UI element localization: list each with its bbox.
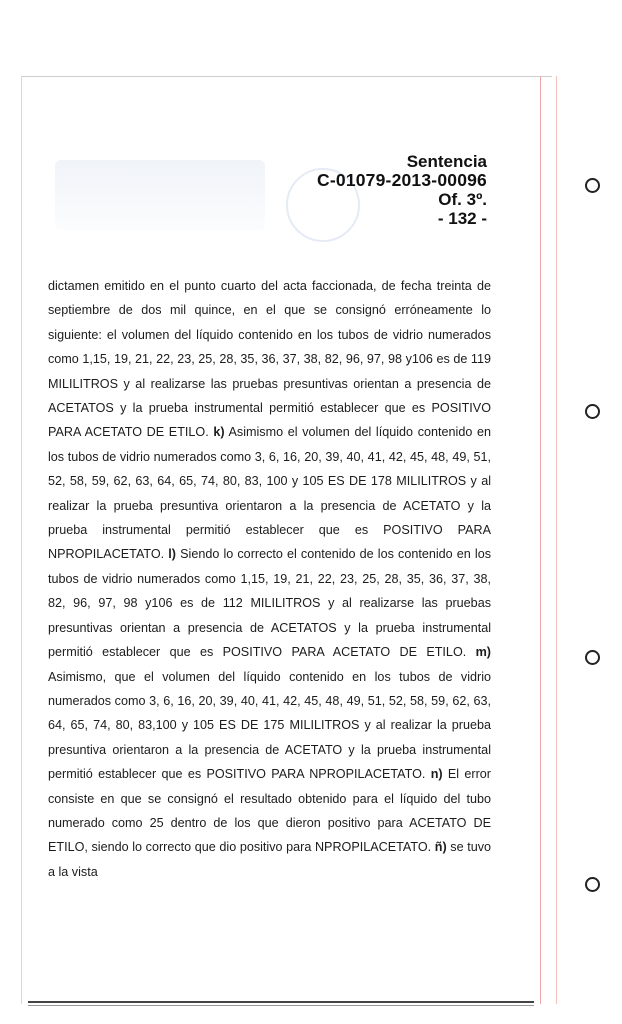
binder-hole-icon — [585, 404, 600, 419]
paper-left-edge — [21, 76, 22, 1004]
list-marker: ñ) — [434, 840, 447, 855]
text-segment: se tuvo a la vista — [48, 840, 491, 879]
binder-hole-icon — [585, 650, 600, 665]
text-segment: Asimismo el volumen del líquido contenido en los tubos de vidrio numerados como 3, 6, 16, 20, 39, 40, 41, 42, 45, 48, 49, 51, 52, 58, 59, 62, 63, 64, 65, 74, 80, 83, 100 y 105 ES DE 178 MILILITROS y al realizar la prueba presuntiva orientaron a la presencia de ACETATO y la prueba instrumental permitió establecer que es POSITIVO PARA NPROPILACETATO. — [48, 425, 491, 562]
document-type: Sentencia — [406, 152, 487, 171]
footer-rule-secondary — [28, 1005, 534, 1006]
binder-hole-icon — [585, 178, 600, 193]
list-marker: k) — [213, 425, 225, 440]
margin-line-secondary — [556, 76, 557, 1004]
body-paragraph — [48, 274, 491, 884]
list-marker: m) — [475, 645, 491, 660]
binder-hole-icon — [585, 877, 600, 892]
text-segment: Siendo lo correcto el contenido de los contenido en los tubos de vidrio numerados como 1,15, 19, 21, 22, 23, 25, 28, 35, 36, 37, 38, 82, 96, 97, 98 y106 es de 112 MILILITROS y al realizarse las pruebas presuntivas orientan a presencia de ACETATOS y la prueba instrumental permitió establecer que es POSITIVO PARA ACETATO DE ETILO. — [48, 547, 491, 660]
document-header — [317, 152, 487, 228]
margin-line — [540, 76, 541, 1004]
list-marker: n) — [430, 767, 443, 782]
footer-rule — [28, 1001, 534, 1003]
text-segment: dictamen emitido en el punto cuarto del acta faccionada, de fecha treinta de septiembre de dos mil quince, en el que se consignó erróneamente lo siguiente: el volumen del líquido contenido en los tubos de vidrio numerados como 1,15, 19, 21, 22, 23, 25, 28, 35, 36, 37, 38, 82, 96, 97, 98 y106 es de 119 MILILITROS y al realizarse las pruebas presuntivas orientan a presencia de ACETATOS y la prueba instrumental permitió establecer que es POSITIVO PARA ACETATO DE ETILO. — [48, 279, 491, 440]
body-text-content — [48, 274, 491, 884]
page-number: - 132 - — [437, 209, 487, 228]
case-number: C-01079-2013-00096 — [317, 170, 487, 190]
list-marker: l) — [168, 547, 176, 562]
office-number: Of. 3º. — [438, 190, 487, 209]
watermark-background — [55, 160, 265, 230]
paper-top-edge — [22, 76, 552, 77]
text-segment: El error consiste en que se consignó el resultado obtenido para el líquido del tubo numerado como 25 dentro de los que dieron positivo para ACETATO DE ETILO, siendo lo correcto que dio positivo para NPROPILACETATO. — [48, 767, 492, 855]
text-segment: Asimismo, que el volumen del líquido contenido en los tubos de vidrio numerados como 3, 6, 16, 20, 39, 40, 41, 42, 45, 48, 49, 51, 52, 58, 59, 62, 63, 64, 65, 74, 80, 83,100 y 105 ES DE 175 MILILITROS y al realizar la prueba presuntiva orientaron a la presencia de ACETATO y la prueba instrumental permitió establecer que es POSITIVO PARA NPROPILACETATO. — [48, 669, 491, 782]
